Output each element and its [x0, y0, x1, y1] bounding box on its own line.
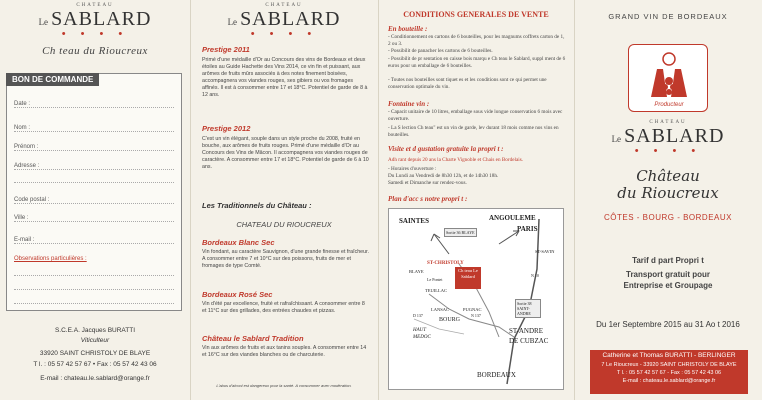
brand-logo — [190, 3, 378, 40]
tradition-title: Château le Sablard Tradition — [202, 334, 304, 343]
map-n10: N 10 — [531, 273, 539, 278]
map-haut-medoc: HAUT MEDOC — [413, 328, 431, 340]
visite-title: Visite et d gustation gratuite la propri t : — [388, 145, 504, 153]
order-form-title: BON DE COMMANDE — [6, 73, 99, 86]
field-adresse[interactable]: Adresse : — [14, 162, 174, 170]
map-bordeaux: BORDEAUX — [477, 371, 516, 379]
bouteille-item-4: - Toutes nos bouteilles sont tiquet es et les conditions sont ce qui permet une conservation optimale du vin. — [388, 77, 547, 90]
producteur-label: Producteur — [654, 102, 684, 108]
map-de-cubzac: DE CUBZAC — [509, 337, 549, 345]
map-lansac: LANSAC — [431, 307, 450, 312]
cotes-bourg-bordeaux: CÔTES - BOURG - BORDEAUX — [603, 213, 732, 222]
prestige-2012-title: Prestige 2012 — [202, 124, 251, 133]
map-saintes: SAINTES — [399, 217, 429, 225]
prestige-2011-title: Prestige 2011 — [202, 45, 250, 54]
map-st-andre: ST-ANDRE — [509, 327, 543, 335]
blanc-sec-title: Bordeaux Blanc Sec — [202, 238, 275, 247]
brand-logo — [0, 3, 190, 40]
brand-chateau: CHATEAU — [649, 120, 687, 125]
brand-dots: • • • • — [61, 28, 129, 40]
map-le-pontet: Le Pontet — [427, 277, 443, 282]
brand-le: Le — [227, 17, 238, 27]
brand-sablard: SABLARD — [51, 8, 152, 30]
map-pugnac: PUGNAC — [463, 307, 482, 312]
tarif-title: Tarif d part Propri t — [632, 256, 704, 265]
map-paris: PARIS — [517, 225, 538, 233]
observations-label: Observations particulières : — [14, 256, 87, 262]
map-st-christoly: ST-CHRISTOLY — [427, 261, 464, 266]
owner-address: 7 Le Rioucreux - 33920 SAINT CHRISTOLY DE BLAYE — [601, 362, 737, 368]
contact-address: 33920 SAINT CHRISTOLY DE BLAYE — [39, 350, 151, 357]
chateau-script-line2: du Rioucreux — [617, 184, 719, 202]
map-blaye: BLAYE — [409, 269, 424, 274]
contact-phone: T l. : 05 57 42 57 67 • Fax : 05 57 42 43 06 — [33, 361, 157, 368]
visite-hours-week: Du Lundi au Vendredi de 8h30 12h, et de 14h30 18h. — [388, 173, 499, 179]
map-n137: N 137 — [471, 313, 481, 318]
visite-hours-weekend: Samedi et Dimanche sur rendez-vous. — [388, 180, 467, 186]
field-nom[interactable]: Nom : — [14, 124, 174, 132]
transport-line1: Transport gratuit pour — [626, 270, 710, 279]
rose-sec-title: Bordeaux Rosé Sec — [202, 290, 273, 299]
validity-dates: Du 1er Septembre 2015 au 31 Ao t 2016 — [596, 320, 740, 329]
chateau-script-line1: Château — [636, 167, 700, 185]
bouteille-title: En bouteille : — [388, 25, 428, 33]
brand-logo-cover — [574, 120, 762, 157]
map-d137: D 137 — [413, 313, 423, 318]
brand-le: Le — [611, 134, 622, 144]
field-code-postal[interactable]: Code postal : — [14, 196, 174, 204]
prestige-2012-text: C'est un vin élégant, souple dans un style proche du 2008, fruité en bouche, aux arômes de fruits rouges. Primé d'une médaille d'Or au Concours des Vins de Mâcon. Il accompagnera vos viandes rouges de caractère. A consommer entre 17 et 18°C. Potentiel de garde de 6 à 10 ans. — [202, 136, 369, 170]
brand-le: Le — [38, 17, 49, 27]
winemaker-logo-icon — [629, 47, 709, 103]
field-date[interactable]: Date : — [14, 100, 174, 108]
conditions-title: CONDITIONS GENERALES DE VENTE — [403, 10, 549, 19]
observations-line1[interactable] — [14, 268, 174, 276]
access-map — [388, 208, 564, 390]
contact-role: Viticulteur — [80, 337, 110, 344]
plan-title: Plan d'acc s notre propri t : — [388, 195, 468, 203]
field-ville[interactable]: Ville : — [14, 214, 174, 222]
visite-hours-label: - Horaires d'ouverture : — [388, 166, 437, 172]
traditionnels-title: Les Traditionnels du Château : — [202, 201, 312, 210]
bouteille-item-2: - Possibilit de panacher les cartons de 6 bouteilles. — [388, 48, 493, 54]
panel-wines — [190, 0, 378, 400]
traditionnels-subtitle: CHATEAU DU RIOUCREUX — [236, 220, 332, 229]
fontaine-item-2: - La S lection Ch teau" est un vin de garde, lev durant 18 mois comme nos vins en bouteilles. — [388, 125, 559, 138]
bouteille-item-1: - Conditionnement en cartons de 6 bouteilles, pour les magnums coffrets carton de 1, 2 ou 3. — [388, 34, 565, 47]
producteur-logo — [628, 44, 708, 112]
prestige-2011-text: Primé d'une médaille d'Or au Concours des vins de Bordeaux et deux étoiles au Guide Hachette des Vins 2014, ce vin fin et puissant, aux arômes de fruits mûrs associés à des notes finement boisées, accompagnera vos viandes rouges, ses gibiers ou vos fromages affinés. Il est à consommer entre 17 et 18°C. Potentiel de garde de 8 à 12 ans. — [202, 57, 368, 98]
field-email[interactable]: E-mail : — [14, 236, 174, 244]
field-adresse-line2[interactable] — [14, 175, 174, 183]
field-prenom[interactable]: Prénom : — [14, 143, 174, 151]
alcohol-warning: L'abus d'alcool est dangereux pour la santé. A consommer avec modération. — [216, 383, 352, 388]
observations-line3[interactable] — [14, 296, 174, 304]
map-sortie-38: Sortie 38 SAINT-ANDRE — [515, 299, 541, 318]
subtitle-rioucreux: Ch teau du Rioucreux — [42, 45, 148, 57]
brand-dots: • • • • — [634, 145, 702, 157]
tradition-text: Vin aux arômes de fruits et aux tanins souples. A consommer entre 14 et 16°C sur des viandes blanches ou de charcuterie. — [202, 345, 367, 358]
contact-company: S.C.E.A. Jacques BURATTI — [54, 327, 136, 334]
contact-email[interactable]: E-mail : chateau.le.sablard@orange.fr — [40, 375, 150, 382]
contact-box — [590, 350, 748, 394]
fontaine-title: Fontaine vin : — [388, 100, 430, 108]
bouteille-item-3: - Possibilit de pr sentation en caisse bois marqu e Ch teau le Sablard, suppl ment de 6 euros pour un emballage de 6 bouteilles. — [388, 56, 566, 69]
map-teuillac: TEUILLAC — [425, 288, 447, 293]
map-angouleme: ANGOULEME — [489, 214, 536, 222]
visite-charte: Adh rant depuis 20 ans la Charte Vignoble et Chais en Bordelais. — [388, 157, 524, 163]
owner-email[interactable]: E-mail : chateau.le.sablard@orange.fr — [622, 378, 716, 384]
map-chateau-marker: Ch teau Le Sablard — [455, 267, 481, 289]
grand-vin-title: GRAND VIN DE BORDEAUX — [608, 12, 728, 21]
map-bourg: BOURG — [439, 317, 461, 323]
map-st-savin: ST-SAVIN — [535, 249, 555, 254]
brand-chateau: CHATEAU — [265, 3, 303, 8]
observations-line2[interactable] — [14, 282, 174, 290]
blanc-sec-text: Vin fondant, au caractère Sauvignon, d'une grande finesse et fraîcheur. A consommer entre 7 et 10°C sur des poissons, fruits de mer et fromages de type Comté. — [202, 249, 369, 269]
brand-chateau: CHATEAU — [76, 3, 114, 8]
brand-dots: • • • • — [250, 28, 318, 40]
owner-names: Catherine et Thomas BURATTI - BERLINGER — [602, 352, 736, 359]
map-sortie-36: Sortie 36 BLAYE — [446, 230, 475, 235]
brand-sablard: SABLARD — [624, 125, 725, 147]
brand-sablard: SABLARD — [240, 8, 341, 30]
transport-line2: Entreprise et Groupage — [623, 281, 713, 290]
fontaine-item-1: - Capacit unitaire de 10 litres, emballage sous vide longue conservation 6 mois avec ouverture. — [388, 109, 563, 122]
rose-sec-text: Vin d'été par excellence, fruité et rafraîchissant. A consommer entre 8 et 11°C sur des grillades, des entrées chaudes et pizzas. — [202, 301, 365, 314]
owner-phone: T l. : 05 57 42 57 67 - Fax : 05 57 42 43 06 — [616, 370, 722, 376]
